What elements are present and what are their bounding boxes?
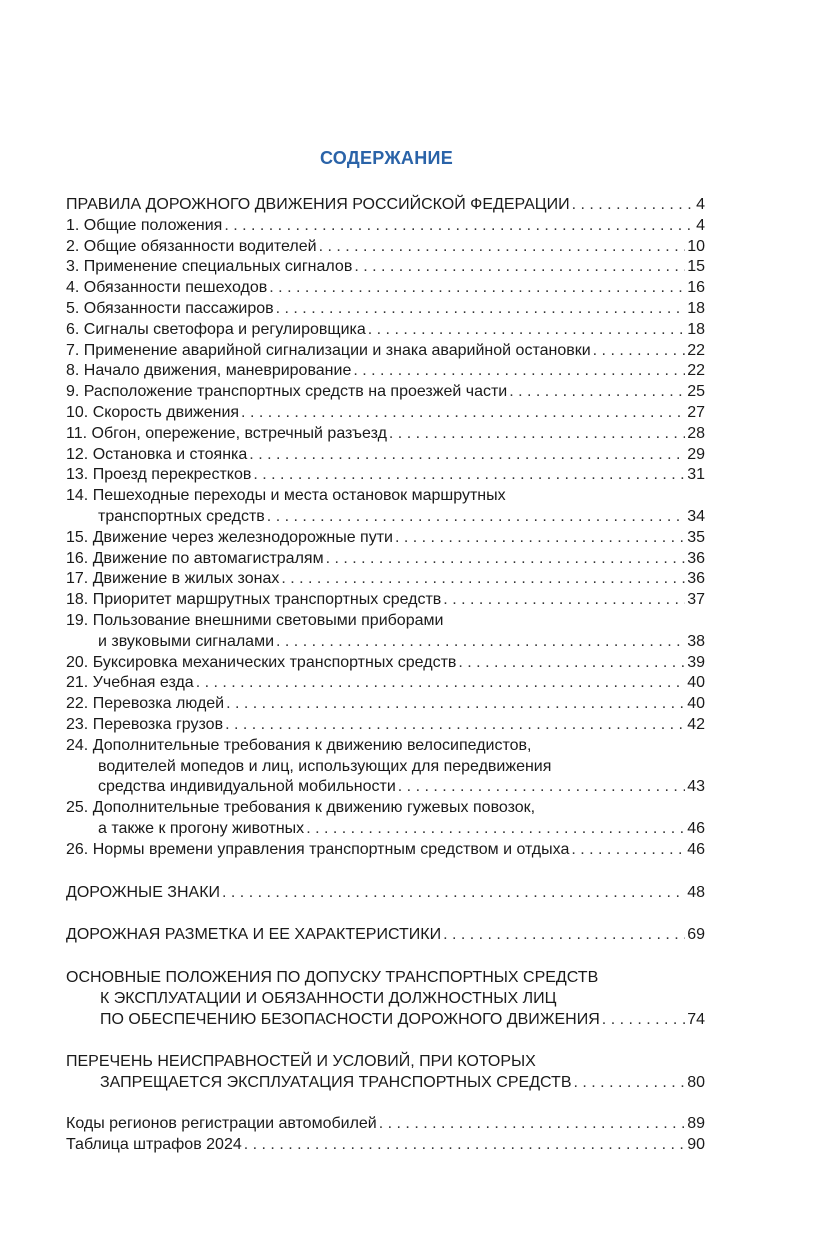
toc-entry-title: 24. Дополнительные требования к движению велосипедистов, xyxy=(66,736,532,754)
toc-entry[interactable] xyxy=(66,465,705,486)
toc-entry[interactable] xyxy=(66,445,705,466)
toc-leader-dots xyxy=(354,257,685,278)
toc-entry-page: 90 xyxy=(687,1135,705,1153)
toc-entry-page: 80 xyxy=(687,1074,705,1092)
toc-entry-line[interactable] xyxy=(66,989,705,1010)
toc-entry-title: 6. Сигналы светофора и регулировщика xyxy=(66,320,366,338)
toc-leader-dots xyxy=(281,569,685,590)
toc-entry-page: 35 xyxy=(687,528,705,546)
toc-entry-page: 29 xyxy=(687,445,705,463)
toc-entry-title: 10. Скорость движения xyxy=(66,403,240,421)
toc-leader-dots xyxy=(368,320,685,341)
toc-entry-page: 16 xyxy=(687,279,705,297)
toc-entry[interactable] xyxy=(66,528,705,549)
toc-entry-page: 25 xyxy=(687,383,705,401)
toc-entry[interactable] xyxy=(66,299,705,320)
toc-entry-title: 11. Обгон, опережение, встречный разъезд xyxy=(66,424,387,442)
toc-entry-title: ДОРОЖНЫЕ ЗНАКИ xyxy=(66,883,221,901)
toc-entry-title: а также к прогону животных xyxy=(98,819,305,837)
toc-leader-dots xyxy=(276,299,686,320)
toc-entry-line[interactable] xyxy=(66,611,705,632)
toc-entry[interactable] xyxy=(66,507,705,528)
toc-leader-dots xyxy=(509,382,685,403)
toc-entry-page: 4 xyxy=(696,216,705,234)
toc-entry-page: 18 xyxy=(687,299,705,317)
toc-leader-dots xyxy=(389,424,685,445)
toc-entry-title: 12. Остановка и стоянка xyxy=(66,445,248,463)
toc-entry[interactable] xyxy=(66,424,705,445)
toc-entry[interactable] xyxy=(66,403,705,424)
toc-leader-dots xyxy=(267,507,685,528)
toc-entry-page: 74 xyxy=(687,1010,705,1028)
toc-leader-dots xyxy=(572,195,694,216)
toc-entry-line[interactable] xyxy=(66,798,705,819)
toc-entry[interactable] xyxy=(66,278,705,299)
toc-entry-page: 46 xyxy=(687,840,705,858)
toc-entry-title: водителей мопедов и лиц, использующих для передвижения xyxy=(98,757,552,775)
toc-entry[interactable] xyxy=(66,569,705,590)
toc-entry-title: Коды регионов регистрации автомобилей xyxy=(66,1115,377,1133)
toc-entry-title: 1. Общие положения xyxy=(66,216,223,234)
toc-entry-page: 27 xyxy=(687,403,705,421)
toc-entry-page: 4 xyxy=(696,196,705,213)
toc-entry-title: 5. Обязанности пассажиров xyxy=(66,299,274,317)
toc-entry-page: 40 xyxy=(687,695,705,713)
toc-leader-dots xyxy=(395,528,685,549)
toc-entry-regions[interactable] xyxy=(66,1114,705,1135)
toc-entry-title: 17. Движение в жилых зонах xyxy=(66,570,280,588)
toc-entry-title: 25. Дополнительные требования к движению гужевых повозок, xyxy=(66,799,536,817)
toc-entry-page: 46 xyxy=(687,819,705,837)
toc-entry-title: ОСНОВНЫЕ ПОЛОЖЕНИЯ ПО ДОПУСКУ ТРАНСПОРТНЫХ СРЕДСТВ xyxy=(66,969,599,987)
toc-entry-page: 43 xyxy=(687,778,705,796)
toc-entry-title: 9. Расположение транспортных средств на проезжей части xyxy=(66,383,508,401)
toc-entry-title: 19. Пользование внешними световыми приборами xyxy=(66,611,444,629)
toc-leader-dots xyxy=(443,590,685,611)
toc-entry-title: 18. Приоритет маршрутных транспортных средств xyxy=(66,591,442,609)
toc-entry-page: 36 xyxy=(687,549,705,567)
toc-entry-page: 89 xyxy=(687,1115,705,1133)
toc-entry[interactable] xyxy=(66,382,705,403)
toc-entry-page: 37 xyxy=(687,591,705,609)
toc-entry[interactable] xyxy=(66,694,705,715)
toc-leader-dots xyxy=(593,341,686,362)
toc-entry[interactable] xyxy=(66,673,705,694)
section-gap xyxy=(66,903,705,925)
toc-entry-title: Таблица штрафов 2024 xyxy=(66,1135,242,1153)
toc-entry-page: 31 xyxy=(687,466,705,484)
toc-leader-dots xyxy=(326,549,686,570)
toc-entry-title: 21. Учебная езда xyxy=(66,674,194,692)
toc-leader-dots xyxy=(225,715,685,736)
toc-entry-page: 42 xyxy=(687,715,705,733)
toc-entry-page: 22 xyxy=(687,362,705,380)
toc-entry-page: 28 xyxy=(687,424,705,442)
toc-entry-title: 14. Пешеходные переходы и места остановок маршрутных xyxy=(66,487,506,505)
toc-entry[interactable] xyxy=(66,549,705,570)
toc-entry-marking[interactable] xyxy=(66,925,705,946)
toc-leader-dots xyxy=(249,445,685,466)
toc-entry-page: 36 xyxy=(687,570,705,588)
toc-entry-title: К ЭКСПЛУАТАЦИИ И ОБЯЗАННОСТИ ДОЛЖНОСТНЫХ ЛИЦ xyxy=(100,989,557,1007)
toc-entry[interactable] xyxy=(66,840,705,861)
toc-entry-title: и звуковыми сигналами xyxy=(98,632,275,650)
toc-entry-line[interactable] xyxy=(66,736,705,757)
toc-leader-dots xyxy=(244,1135,685,1156)
toc-entry-line[interactable] xyxy=(66,968,705,989)
toc-entry[interactable] xyxy=(66,653,705,674)
toc-leader-dots xyxy=(224,216,694,237)
toc-leader-dots xyxy=(398,777,685,798)
toc-entry-page: 38 xyxy=(687,632,705,650)
toc-entry-page: 34 xyxy=(687,507,705,525)
toc-entry-title: 23. Перевозка грузов xyxy=(66,715,224,733)
toc-leader-dots xyxy=(306,819,685,840)
toc-entry-title: 13. Проезд перекрестков xyxy=(66,466,252,484)
toc-entry-title: 3. Применение специальных сигналов xyxy=(66,258,353,276)
toc-entry[interactable] xyxy=(66,715,705,736)
page-title: СОДЕРЖАНИЕ xyxy=(319,148,454,168)
toc-entry-title: 4. Обязанности пешеходов xyxy=(66,279,268,297)
toc-entry-title: ПО ОБЕСПЕЧЕНИЮ БЕЗОПАСНОСТИ ДОРОЖНОГО ДВИЖЕНИЯ xyxy=(100,1010,600,1028)
toc-entry-pdd[interactable] xyxy=(66,195,705,216)
toc-entry[interactable] xyxy=(66,320,705,341)
toc-leader-dots xyxy=(253,465,685,486)
toc-entry-fines[interactable] xyxy=(66,1135,705,1156)
toc-entry-title: 7. Применение аварийной сигнализации и знака аварийной остановки xyxy=(66,341,591,359)
toc-entry-title: ПРАВИЛА ДОРОЖНОГО ДВИЖЕНИЯ РОССИЙСКОЙ ФЕДЕРАЦИИ xyxy=(66,196,570,213)
toc-entry[interactable] xyxy=(66,590,705,611)
toc-entry-title: 2. Общие обязанности водителей xyxy=(66,237,317,255)
section-gap xyxy=(66,1094,705,1114)
toc-entry-signs[interactable] xyxy=(66,883,705,904)
toc-entry-page: 40 xyxy=(687,674,705,692)
toc-entry-line[interactable] xyxy=(66,1052,705,1073)
toc-entry[interactable] xyxy=(66,257,705,278)
toc-entry[interactable] xyxy=(66,777,705,798)
toc-entry-title: 16. Движение по автомагистралям xyxy=(66,549,324,567)
toc-entry-title: 20. Буксировка механических транспортных средств xyxy=(66,653,457,671)
toc-entry-title: 22. Перевозка людей xyxy=(66,695,225,713)
toc-leader-dots xyxy=(458,653,685,674)
toc-leader-dots xyxy=(276,632,685,653)
table-of-contents xyxy=(66,195,705,1156)
toc-entry-title: 8. Начало движения, маневрирование xyxy=(66,362,352,380)
toc-entry-title: 15. Движение через железнодорожные пути xyxy=(66,528,393,546)
toc-entry[interactable] xyxy=(66,237,705,258)
toc-leader-dots xyxy=(222,883,685,904)
toc-leader-dots xyxy=(574,1073,686,1094)
toc-leader-dots xyxy=(226,694,685,715)
toc-entry-line[interactable] xyxy=(66,757,705,778)
toc-leader-dots xyxy=(353,361,685,382)
toc-leader-dots xyxy=(602,1010,685,1031)
toc-entry-page: 48 xyxy=(687,883,705,901)
toc-entry-title: ЗАПРЕЩАЕТСЯ ЭКСПЛУАТАЦИЯ ТРАНСПОРТНЫХ СРЕДСТВ xyxy=(100,1074,572,1092)
toc-leader-dots xyxy=(379,1114,685,1135)
toc-entry-line[interactable] xyxy=(66,486,705,507)
toc-entry[interactable] xyxy=(66,361,705,382)
toc-leader-dots xyxy=(443,925,685,946)
toc-entry[interactable] xyxy=(66,341,705,362)
toc-entry-page: 39 xyxy=(687,653,705,671)
toc-entry-title: 26. Нормы времени управления транспортным средством и отдыха xyxy=(66,840,570,858)
toc-leader-dots xyxy=(269,278,685,299)
section-gap xyxy=(66,946,705,968)
section-gap xyxy=(66,861,705,883)
section-gap xyxy=(66,1030,705,1052)
toc-leader-dots xyxy=(319,237,686,258)
toc-entry-faults[interactable] xyxy=(66,1073,705,1094)
toc-leader-dots xyxy=(571,840,685,861)
toc-entry-title: ПЕРЕЧЕНЬ НЕИСПРАВНОСТЕЙ И УСЛОВИЙ, ПРИ КОТОРЫХ xyxy=(66,1053,536,1071)
toc-entry[interactable] xyxy=(66,216,705,237)
toc-entry[interactable] xyxy=(66,819,705,840)
toc-entry-title: ДОРОЖНАЯ РАЗМЕТКА И ЕЕ ХАРАКТЕРИСТИКИ xyxy=(66,926,442,944)
toc-entry-admission[interactable] xyxy=(66,1010,705,1031)
toc-entry-page: 18 xyxy=(687,320,705,338)
toc-entry-page: 10 xyxy=(687,237,705,255)
toc-entry-page: 15 xyxy=(687,258,705,276)
toc-leader-dots xyxy=(241,403,685,424)
toc-leader-dots xyxy=(196,673,686,694)
toc-entry-title: средства индивидуальной мобильности xyxy=(98,778,396,796)
toc-entry-page: 22 xyxy=(687,341,705,359)
toc-entry-title: транспортных средств xyxy=(98,507,265,525)
toc-entry-page: 69 xyxy=(687,926,705,944)
toc-entry[interactable] xyxy=(66,632,705,653)
